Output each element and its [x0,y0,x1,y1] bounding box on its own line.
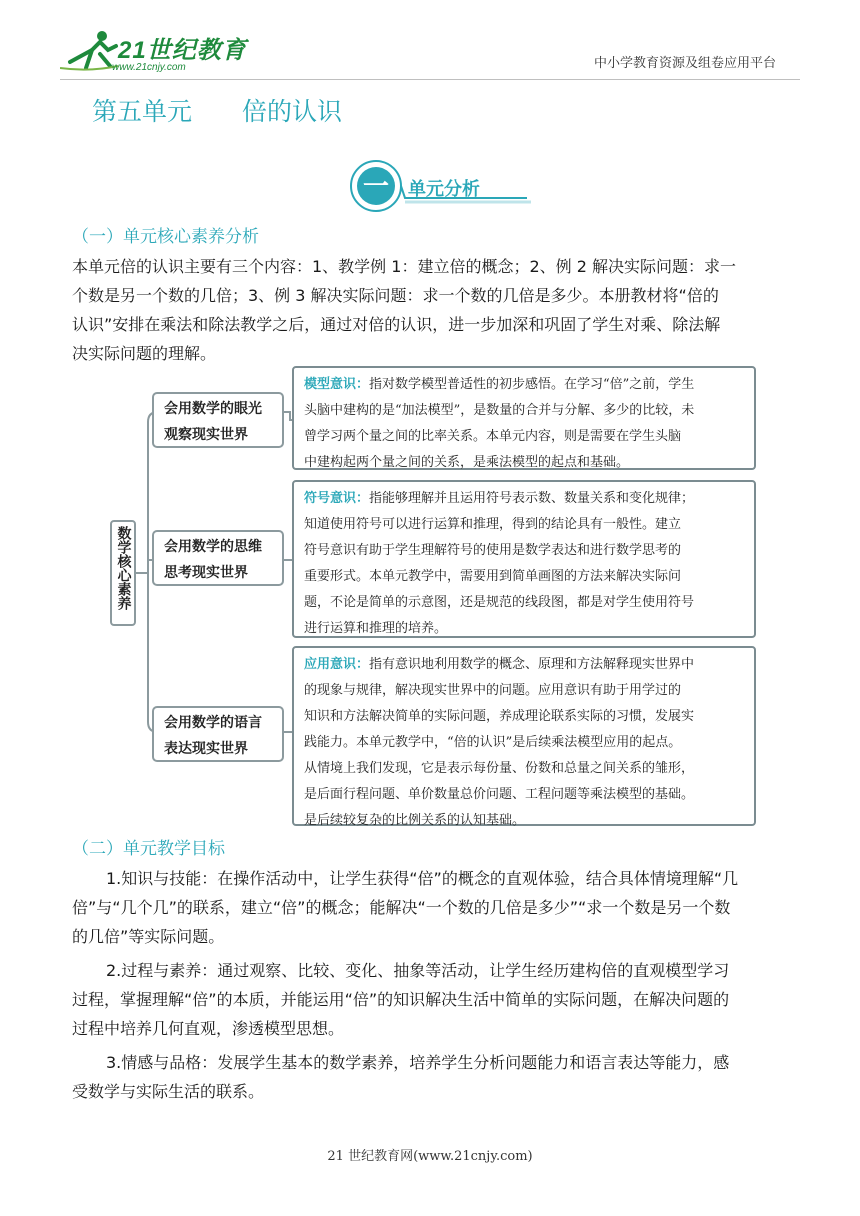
core-literacy-label: 数学核心素养 [115,526,132,610]
right-box-line: 的现象与规律，解决现实世界中的问题。应用意识有助于用学过的 [304,683,682,698]
right-box-line: 符号意识：指能够理解并且运用符号表示数、数量关系和变化规律； [304,491,695,506]
unit-label: 第五单元 [92,97,193,126]
core-literacy-box [110,520,136,626]
section-heading-teaching-goals: （二）单元教学目标 [72,839,225,859]
goal-line: 3.情感与品格：发展学生基本的数学素养，培养学生分析问题能力和语言表达等能力，感 [106,1053,730,1072]
right-box-line: 进行运算和推理的培养。 [304,621,448,636]
goal-line: 的几倍”等实际问题。 [72,927,225,946]
core-analysis-paragraph [72,252,792,368]
unit-name: 倍的认识 [242,97,343,126]
footer-text: 21 世纪教育网(www.21cnjy.com) [327,1149,533,1164]
unit-title [92,92,342,128]
right-box-model-awareness [292,366,756,470]
goal-line: 2.过程与素养：通过观察、比较、变化、抽象等活动，让学生经历建构倍的直观模型学习 [106,961,730,980]
right-box-line: 应用意识：指有意识地利用数学的概念、原理和方法解释现实世界中 [304,657,695,672]
left-box-express [152,706,284,762]
banner-label: 单元分析 [408,179,480,200]
right-box-line: 头脑中建构的是“加法模型”，是数量的合并与分解、多少的比较，未 [304,403,695,418]
right-box-symbol-awareness [292,480,756,638]
left-box-think [152,530,284,586]
banner-number: 一 [362,172,389,202]
left-box-line: 会用数学的语言 [164,715,262,731]
right-box-line: 重要形式。本单元教学中，需要用到简单画图的方法来解决实际问 [304,569,682,584]
keyword-application: 应用意识： [304,657,370,672]
left-box-line: 会用数学的眼光 [164,401,262,417]
platform-name: 中小学教育资源及组卷应用平台 [593,56,776,71]
left-box-observe [152,392,284,448]
goal-line: 倍”与“几个几”的联系，建立“倍”的概念；能解决“一个数的几倍是多少”“求一个数是另一个数 [72,898,731,917]
goal-line: 过程，掌握理解“倍”的本质，并能运用“倍”的知识解决生活中简单的实际问题，在解决问题的 [72,990,730,1009]
header-divider [60,79,800,80]
right-box-line: 践能力。本单元教学中，“倍的认识”是后续乘法模型应用的起点。 [304,735,682,750]
keyword-model: 模型意识： [304,377,370,392]
right-box-line: 题，不论是简单的示意图，还是规范的线段图，都是对学生使用符号 [304,595,695,610]
right-box-line: 知道使用符号可以进行运算和推理，得到的结论具有一般性。建立 [304,517,682,532]
paragraph-line: 决实际问题的理解。 [72,344,217,363]
right-box-line: 中建构起两个量之间的关系，是乘法模型的起点和基础。 [304,455,630,470]
right-box-line: 是后续较复杂的比例关系的认知基础。 [304,813,526,828]
goal-line: 过程中培养几何直观，渗透模型思想。 [72,1019,345,1038]
paragraph-line: 本单元倍的认识主要有三个内容：1、教学例 1：建立倍的概念；2、例 2 解决实际问题：求一 [72,257,736,276]
logo-text: 21世纪教育 [118,37,247,64]
keyword-symbol: 符号意识： [304,491,370,506]
right-box-line: 知识和方法解决简单的实际问题，养成理论联系实际的习惯，发展实 [304,709,695,724]
left-box-line: 会用数学的思维 [164,539,262,555]
right-box-line: 符号意识有助于学生理解符号的使用是数学表达和进行数学思考的 [304,543,682,558]
logo-url: www.21cnjy.com [112,62,186,73]
right-box-line: 是后面行程问题、单价数量总价问题、工程问题等乘法模型的基础。 [304,787,695,802]
paragraph-line: 认识”安排在乘法和除法教学之后，通过对倍的认识，进一步加深和巩固了学生对乘、除法解 [72,315,721,334]
right-box-application-awareness [292,646,756,826]
teaching-goals [72,864,792,1106]
paragraph-line: 个数是另一个数的几倍；3、例 3 解决实际问题：求一个数的几倍是多少。本册教材将“倍的 [72,286,719,305]
goal-line: 1.知识与技能：在操作活动中，让学生获得“倍”的概念的直观体验，结合具体情境理解“几 [106,869,739,888]
goal-line: 受数学与实际生活的联系。 [72,1082,265,1101]
goal-emotion [72,1048,792,1106]
left-box-line: 表达现实世界 [164,741,248,757]
left-box-line: 观察现实世界 [164,427,248,443]
right-box-line: 从情境上我们发现，它是表示每份量、份数和总量之间关系的雏形， [304,761,695,776]
section-heading-core-analysis: （一）单元核心素养分析 [72,227,259,247]
right-box-line: 模型意识：指对数学模型普适性的初步感悟。在学习“倍”之前，学生 [304,377,695,392]
goal-knowledge [72,864,792,951]
right-box-line: 曾学习两个量之间的比率关系。本单元内容，则是需要在学生头脑 [304,429,682,444]
left-box-line: 思考现实世界 [164,565,248,581]
goal-process [72,956,792,1043]
